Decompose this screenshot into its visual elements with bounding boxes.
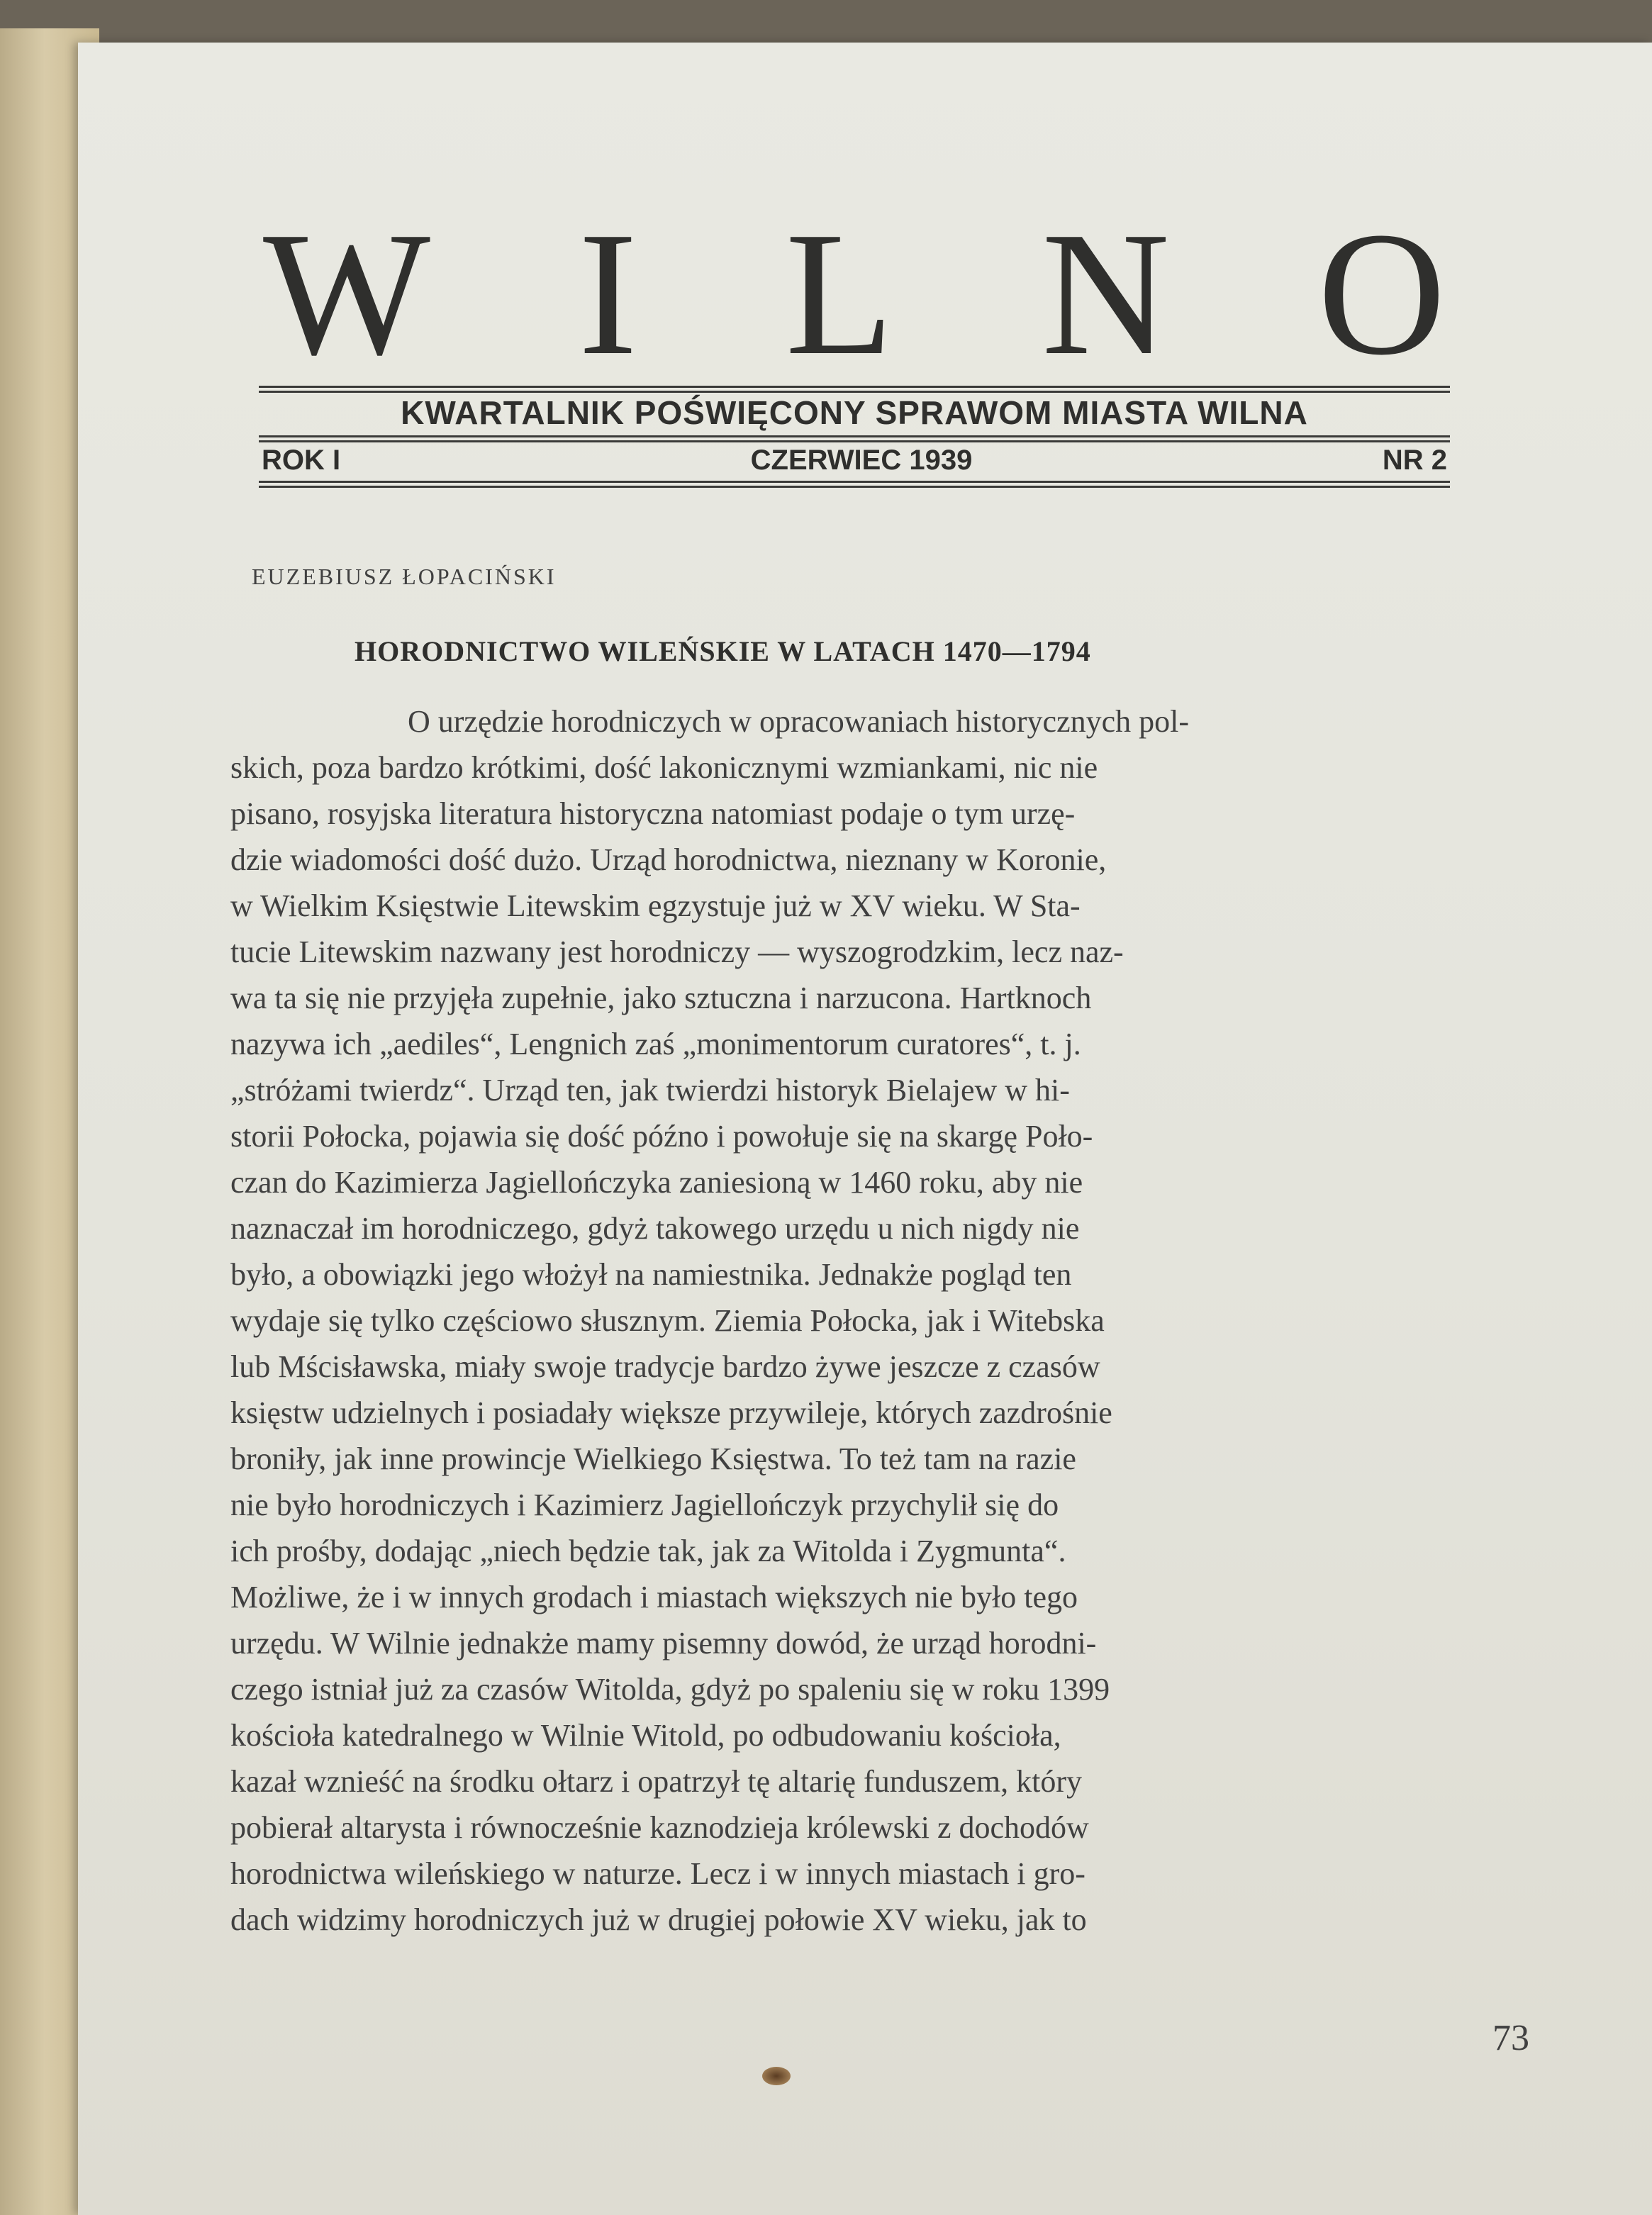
body-line: było, a obowiązki jego włożył na namiestnika. Jednakże pogląd ten	[230, 1257, 1072, 1292]
article-title: HORODNICTWO WILEŃSKIE W LATACH 1470—1794	[355, 635, 1091, 667]
article-author: EUZEBIUSZ ŁOPACIŃSKI	[252, 564, 557, 589]
body-line: naznaczał im horodniczego, gdyż takowego urzędu u nich nigdy nie	[230, 1211, 1080, 1246]
body-line: tucie Litewskim nazwany jest horodniczy — wyszogrodzkim, lecz naz-	[230, 934, 1124, 969]
masthead-subtitle: KWARTALNIK POŚWIĘCONY SPRAWOM MIASTA WILNA	[401, 394, 1308, 431]
masthead	[259, 196, 1450, 488]
body-line: skich, poza bardzo krótkimi, dość lakonicznymi wzmiankami, nic nie	[230, 750, 1098, 785]
issue-number: NR 2	[1382, 445, 1447, 476]
body-line: kazał wznieść na środku ołtarz i opatrzył tę altarię funduszem, który	[230, 1764, 1082, 1799]
body-line: nazywa ich „aediles“, Lengnich zaś „monimentorum curatores“, t. j.	[230, 1027, 1081, 1061]
body-line: czan do Kazimierza Jagiellończyka zaniesioną w 1460 roku, aby nie	[230, 1165, 1083, 1200]
paper-stain	[762, 2067, 791, 2085]
body-line: O urzędzie horodniczych w opracowaniach historycznych pol-	[408, 704, 1189, 739]
body-line: broniły, jak inne prowincje Wielkiego Księstwa. To też tam na razie	[230, 1441, 1076, 1476]
title-letter: L	[785, 196, 894, 392]
body-line: wydaje się tylko częściowo słusznym. Ziemia Połocka, jak i Witebska	[230, 1303, 1105, 1338]
body-line: horodnictwa wileńskiego w naturze. Lecz i w innych miastach i gro-	[230, 1856, 1085, 1891]
rule-divider	[259, 435, 1450, 437]
title-letter: W	[263, 196, 430, 392]
body-line: nie było horodniczych i Kazimierz Jagiellończyk przychylił się do	[230, 1488, 1059, 1522]
body-line: dzie wiadomości dość dużo. Urząd horodnictwa, nieznany w Koronie,	[230, 842, 1107, 877]
body-line: wa ta się nie przyjęła zupełnie, jako sztuczna i narzucona. Hartknoch	[230, 981, 1092, 1015]
body-line: pobierał altarysta i równocześnie kaznodzieja królewski z dochodów	[230, 1810, 1089, 1845]
magazine-page	[78, 43, 1652, 2215]
body-line: czego istniał już za czasów Witolda, gdyż po spaleniu się w roku 1399	[230, 1672, 1110, 1707]
title-letter: N	[1042, 196, 1170, 392]
body-line: ich prośby, dodając „niech będzie tak, jak za Witolda i Zygmunta“.	[230, 1534, 1066, 1568]
page-number: 73	[1492, 2018, 1529, 2058]
body-line: pisano, rosyjska literatura historyczna natomiast podaje o tym urzę-	[230, 796, 1076, 831]
body-line: kościoła katedralnego w Wilnie Witold, po odbudowaniu kościoła,	[230, 1718, 1061, 1753]
body-line: urzędu. W Wilnie jednakże mamy pisemny dowód, że urząd horodni-	[230, 1626, 1097, 1661]
body-line: lub Mścisławska, miały swoje tradycje bardzo żywe jeszcze z czasów	[230, 1349, 1100, 1384]
rule-divider	[259, 481, 1450, 483]
title-letter: I	[578, 196, 637, 392]
title-letter: O	[1317, 196, 1446, 392]
body-line: w Wielkim Księstwie Litewskim egzystuje już w XV wieku. W Sta-	[230, 888, 1081, 923]
article-body	[230, 698, 1578, 1943]
body-line: Możliwe, że i w innych grodach i miastach większych nie było tego	[230, 1580, 1078, 1614]
issue-year: ROK I	[262, 445, 341, 476]
body-line: dach widzimy horodniczych już w drugiej połowie XV wieku, jak to	[230, 1902, 1087, 1937]
body-line: „stróżami twierdz“. Urząd ten, jak twierdzi historyk Bielajew w hi-	[230, 1073, 1070, 1108]
masthead-title	[259, 196, 1450, 392]
rule-divider	[259, 486, 1450, 488]
issue-info	[259, 442, 1450, 478]
body-line: księstw udzielnych i posiadały większe przywileje, których zazdrośnie	[230, 1395, 1112, 1430]
body-line: storii Połocka, pojawia się dość późno i powołuje się na skargę Poło-	[230, 1119, 1093, 1154]
issue-date: CZERWIEC 1939	[750, 445, 973, 476]
